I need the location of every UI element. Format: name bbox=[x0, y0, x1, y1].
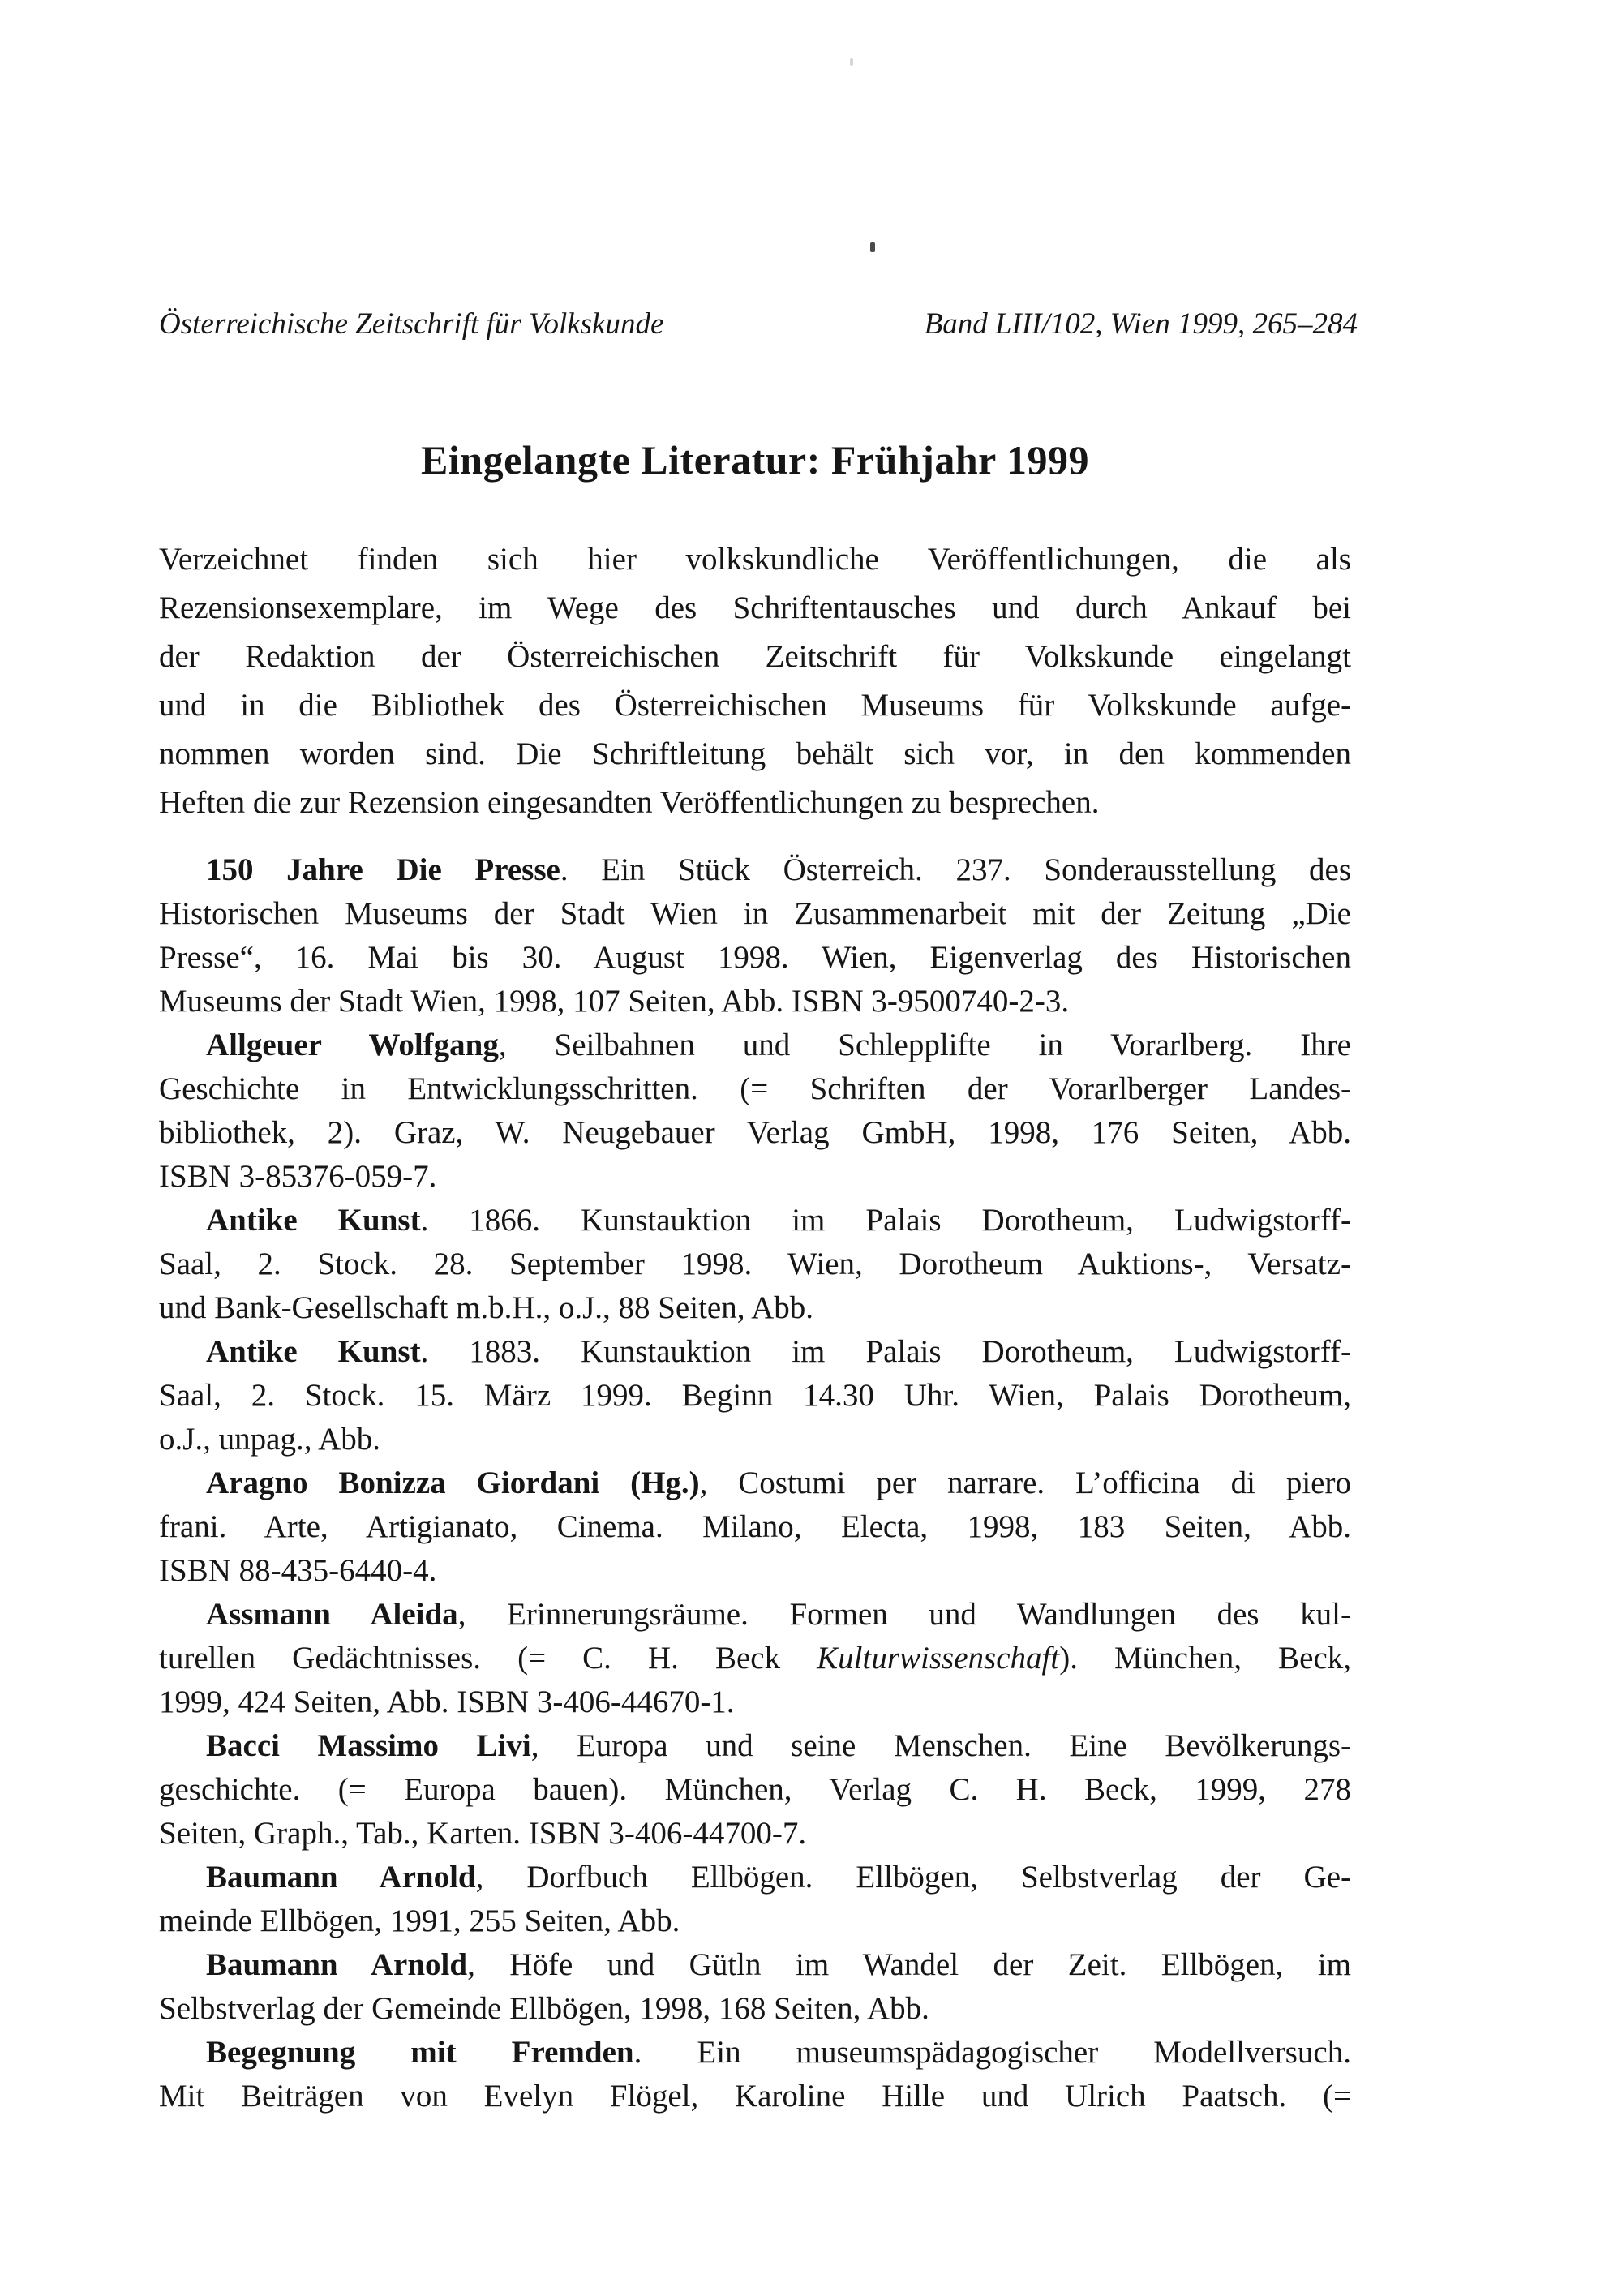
entry-line: ISBN 3-85376-059-7. bbox=[159, 1159, 437, 1194]
entry-line: frani. Arte, Artigianato, Cinema. Milano, Electa, 1998, 183 Seiten, Abb. bbox=[159, 1509, 1351, 1544]
entry-lead: 150 Jahre Die Presse bbox=[206, 852, 560, 887]
bibliography-entry bbox=[159, 1724, 1351, 1856]
bibliography-entry bbox=[159, 1593, 1351, 1724]
issue-info: Band LIII/102, Wien 1999, 265–284 bbox=[924, 307, 1358, 341]
entry-lead: Allgeuer Wolfgang bbox=[206, 1028, 499, 1062]
entry-line: geschichte. (= Europa bauen). München, Verlag C. H. Beck, 1999, 278 bbox=[159, 1772, 1351, 1807]
entry-line: Seiten, Graph., Tab., Karten. ISBN 3-406-44700-7. bbox=[159, 1816, 807, 1851]
entry-line-text: . Ein Stück Österreich. 237. Sonderausstellung des bbox=[560, 852, 1351, 887]
entry-line bbox=[159, 1199, 1351, 1242]
scan-speck bbox=[870, 242, 875, 252]
entry-line-text: ). München, Beck, bbox=[1059, 1641, 1351, 1676]
entry-line bbox=[159, 1724, 1351, 1768]
intro-line: und in die Bibliothek des Österreichischen Museums für Volkskunde aufge- bbox=[159, 688, 1351, 723]
entry-line bbox=[159, 2031, 1351, 2075]
entry-lead: Aragno Bonizza Giordani (Hg.) bbox=[206, 1466, 700, 1500]
entry-line: Mit Beiträgen von Evelyn Flögel, Karoline Hille und Ulrich Paatsch. (= bbox=[159, 2079, 1351, 2114]
bibliography-entry bbox=[159, 1856, 1351, 1943]
series-title: Kulturwissenschaft bbox=[817, 1641, 1060, 1676]
entry-lead: Baumann Arnold bbox=[206, 1860, 476, 1895]
entry-line bbox=[159, 1593, 1351, 1637]
intro-line: Verzeichnet finden sich hier volkskundliche Veröffentlichungen, die als bbox=[159, 542, 1351, 577]
entry-line bbox=[159, 1637, 1351, 1680]
bibliography-entry bbox=[159, 1943, 1351, 2031]
bibliography-list bbox=[159, 848, 1351, 2118]
entry-line-text: , Costumi per narrare. L’officina di piero bbox=[699, 1466, 1351, 1500]
bibliography-entry bbox=[159, 1330, 1351, 1461]
entry-line: Museums der Stadt Wien, 1998, 107 Seiten, Abb. ISBN 3-9500740-2-3. bbox=[159, 984, 1070, 1019]
entry-line: bibliothek, 2). Graz, W. Neugebauer Verlag GmbH, 1998, 176 Seiten, Abb. bbox=[159, 1115, 1351, 1150]
entry-line: ISBN 88-435-6440-4. bbox=[159, 1553, 437, 1588]
page-body bbox=[159, 535, 1351, 2118]
entry-line bbox=[159, 1330, 1351, 1374]
entry-line: Presse“, 16. Mai bis 30. August 1998. Wien, Eigenverlag des Historischen bbox=[159, 940, 1351, 975]
intro-line: Rezensionsexemplare, im Wege des Schriftentausches und durch Ankauf bei bbox=[159, 590, 1351, 625]
entry-line bbox=[159, 1461, 1351, 1505]
entry-line: Saal, 2. Stock. 15. März 1999. Beginn 14.30 Uhr. Wien, Palais Dorotheum, bbox=[159, 1378, 1351, 1413]
entry-lead: Assmann Aleida bbox=[206, 1597, 458, 1632]
bibliography-entry bbox=[159, 848, 1351, 1024]
bibliography-entry bbox=[159, 1024, 1351, 1199]
bibliography-entry bbox=[159, 1199, 1351, 1330]
entry-line bbox=[159, 1024, 1351, 1067]
entry-lead: Baumann Arnold bbox=[206, 1947, 468, 1982]
page-header bbox=[159, 307, 1358, 342]
entry-line: und Bank-Gesellschaft m.b.H., o.J., 88 Seiten, Abb. bbox=[159, 1290, 813, 1325]
entry-line bbox=[159, 1943, 1351, 1987]
intro-line: der Redaktion der Österreichischen Zeitschrift für Volkskunde eingelangt bbox=[159, 639, 1351, 674]
journal-title: Österreichische Zeitschrift für Volkskunde bbox=[159, 307, 664, 341]
entry-line: o.J., unpag., Abb. bbox=[159, 1422, 380, 1457]
entry-line-text: , Höfe und Gütln im Wandel der Zeit. Ellbögen, im bbox=[467, 1947, 1352, 1982]
entry-line: Historischen Museums der Stadt Wien in Zusammenarbeit mit der Zeitung „Die bbox=[159, 896, 1351, 931]
bibliography-entry bbox=[159, 1461, 1351, 1593]
entry-line: Saal, 2. Stock. 28. September 1998. Wien, Dorotheum Auktions-, Versatz- bbox=[159, 1247, 1351, 1281]
intro-paragraph bbox=[159, 535, 1351, 827]
entry-line-text: . 1866. Kunstauktion im Palais Dorotheum, Ludwigstorff- bbox=[420, 1203, 1351, 1238]
entry-line-text: , Europa und seine Menschen. Eine Bevölkerungs- bbox=[530, 1728, 1351, 1763]
entry-lead: Antike Kunst bbox=[206, 1203, 421, 1238]
entry-line-text: , Seilbahnen und Schlepplifte in Vorarlberg. Ihre bbox=[498, 1028, 1351, 1062]
intro-line: nommen worden sind. Die Schriftleitung behält sich vor, in den kommenden bbox=[159, 736, 1351, 771]
entry-line-text: . Ein museumspädagogischer Modellversuch. bbox=[633, 2035, 1351, 2070]
scan-speck bbox=[850, 58, 853, 66]
entry-line-text: turellen Gedächtnisses. (= C. H. Beck bbox=[159, 1641, 817, 1676]
article-title: Eingelangte Literatur: Frühjahr 1999 bbox=[421, 437, 1089, 483]
entry-lead: Bacci Massimo Livi bbox=[206, 1728, 531, 1763]
entry-line: Geschichte in Entwicklungsschritten. (= Schriften der Vorarlberger Landes- bbox=[159, 1071, 1351, 1106]
entry-line bbox=[159, 1856, 1351, 1899]
bibliography-entry bbox=[159, 2031, 1351, 2118]
entry-line: 1999, 424 Seiten, Abb. ISBN 3-406-44670-1. bbox=[159, 1684, 735, 1719]
entry-line bbox=[159, 848, 1351, 892]
entry-lead: Begegnung mit Fremden bbox=[206, 2035, 634, 2070]
entry-line-text: , Dorfbuch Ellbögen. Ellbögen, Selbstverlag der Ge- bbox=[475, 1860, 1352, 1895]
entry-line: Selbstverlag der Gemeinde Ellbögen, 1998, 168 Seiten, Abb. bbox=[159, 1991, 929, 2026]
entry-line-text: . 1883. Kunstauktion im Palais Dorotheum, Ludwigstorff- bbox=[420, 1334, 1351, 1369]
intro-line: Heften die zur Rezension eingesandten Veröffentlichungen zu besprechen. bbox=[159, 785, 1100, 820]
entry-lead: Antike Kunst bbox=[206, 1334, 421, 1369]
entry-line: meinde Ellbögen, 1991, 255 Seiten, Abb. bbox=[159, 1903, 680, 1938]
entry-line-text: , Erinnerungsräume. Formen und Wandlungen des kul- bbox=[457, 1597, 1351, 1632]
